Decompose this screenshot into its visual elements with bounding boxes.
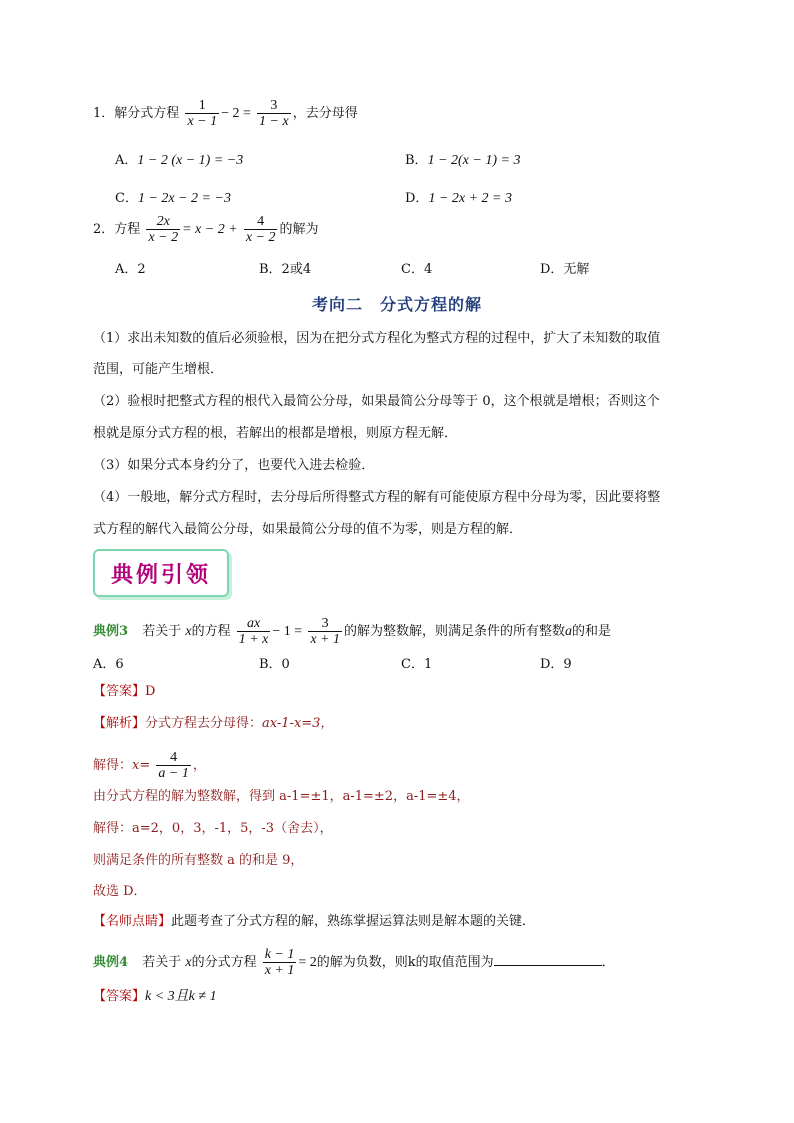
question-prefix: 解分式方程 <box>114 106 180 121</box>
variable: x <box>185 624 192 639</box>
numerator: 3 <box>270 98 278 113</box>
question-number: 2． <box>93 222 115 237</box>
denominator: x − 2 <box>148 230 179 245</box>
analysis-expr: ax-1-x=3， <box>262 716 334 731</box>
example-badge <box>93 549 229 597</box>
fraction <box>185 98 219 129</box>
note-line: （2）验根时把整式方程的根代入最简公分母，如果最简公分母等于 0，这个根就是增根；否则这个 <box>93 394 660 409</box>
punctuation: ． <box>601 955 615 970</box>
option-a[interactable] <box>115 149 243 169</box>
comment-text: 此题考查了分式方程的解，熟练掌握运算法则是解本题的关键． <box>171 914 536 929</box>
example-4-question <box>93 947 615 978</box>
denominator: 1 − x <box>259 114 289 129</box>
analysis-text: 分式方程去分母得： <box>145 716 263 731</box>
solve-var: x= <box>132 758 151 773</box>
question-number: 1． <box>93 106 115 121</box>
denominator: x + 1 <box>310 632 340 647</box>
analysis-line: 故选 D． <box>93 884 147 899</box>
section-heading: 考向二 分式方程的解 <box>311 295 482 314</box>
option-expr: 1 − 2x − 2 = −3 <box>137 191 231 206</box>
denominator: x − 1 <box>187 114 218 129</box>
note-line: 根就是原分式方程的根，若解出的根都是增根，则原方程无解． <box>93 426 458 441</box>
option-b[interactable]: B．0 <box>259 657 290 672</box>
question-prefix: 若关于 <box>142 624 182 639</box>
option-label: B． <box>405 153 428 168</box>
note-line: （3）如果分式本身约分了，也要代入进去检验． <box>93 458 375 473</box>
note-line: 式方程的解代入最简公分母，如果最简公分母的值不为零，则是方程的解． <box>93 522 523 537</box>
option-label: A． <box>115 153 138 168</box>
equation-mid: = x − 2 + <box>182 222 238 237</box>
fraction <box>257 98 291 129</box>
comment-line <box>93 913 535 931</box>
option-label: C． <box>115 191 138 206</box>
answer-line <box>93 988 217 1006</box>
question-2 <box>93 214 319 245</box>
option-d[interactable] <box>405 187 512 207</box>
option-expr: 1 − 2 (x − 1) = −3 <box>137 153 244 168</box>
solve-line <box>93 750 206 781</box>
answer-tag: 【答案】 <box>93 989 146 1004</box>
question-text: 的方程 <box>191 624 231 639</box>
example-tag: 典例4 <box>93 955 129 970</box>
question-prefix: 方程 <box>114 222 141 237</box>
punctuation: ， <box>192 758 206 773</box>
question-suffix: 的解为 <box>279 222 319 237</box>
question-text: 的解为整数解，则满足条件的所有整数 <box>344 624 566 639</box>
fraction <box>308 616 342 647</box>
analysis-label: 解得： <box>93 821 133 836</box>
fraction <box>244 214 278 245</box>
analysis-tag: 【解析】 <box>93 716 146 731</box>
fraction <box>237 616 271 647</box>
analysis-line: 由分式方程的解为整数解，得到 a-1=±1，a-1=±2，a-1=±4， <box>93 789 470 804</box>
note-line: （1）求出未知数的值后必须验根，因为在把分式方程化为整式方程的过程中，扩大了未知数的取值 <box>93 331 661 346</box>
equation-mid: − 1 = <box>272 624 303 639</box>
numerator: 4 <box>257 214 265 229</box>
option-a[interactable]: A．2 <box>115 262 146 277</box>
numerator: 1 <box>198 98 206 113</box>
answer-tag: 【答案】 <box>93 684 146 699</box>
numerator: k − 1 <box>264 947 295 962</box>
answer-line <box>93 683 155 701</box>
numerator: 3 <box>321 616 329 631</box>
note-line: 范围，可能产生增根． <box>93 362 224 377</box>
option-expr: 1 − 2x + 2 = 3 <box>428 191 512 206</box>
question-text: 的解为负数，则k的取值范围为 <box>316 955 494 970</box>
denominator: x + 1 <box>264 963 295 978</box>
example-tag: 典例3 <box>93 624 129 639</box>
note-line: （4）一般地，解分式方程时，去分母后所得整式方程的解有可能使原方程中分母为零，因此要将整 <box>93 490 661 505</box>
denominator: x − 2 <box>245 230 276 245</box>
analysis-line: 则满足条件的所有整数 a 的和是 9， <box>93 853 304 868</box>
analysis-line <box>93 820 333 838</box>
question-text: 的分式方程 <box>191 955 257 970</box>
variable: a <box>565 624 573 639</box>
numerator: 2x <box>156 214 170 229</box>
equation-mid: − 2 = <box>221 106 251 121</box>
analysis-line <box>93 715 333 733</box>
analysis-text: a=2，0，3，-1，5，-3（舍去）， <box>132 821 333 836</box>
badge-label: 典例引领 <box>110 561 211 588</box>
option-d[interactable]: D．9 <box>540 657 572 672</box>
denominator: a − 1 <box>158 766 189 781</box>
comment-tag: 【名师点睛】 <box>93 914 172 929</box>
variable: x <box>185 955 192 970</box>
option-c[interactable]: C．4 <box>401 262 433 277</box>
equation-mid: = 2 <box>298 955 317 970</box>
question-text: 的和是 <box>572 624 612 639</box>
question-prefix: 若关于 <box>142 955 182 970</box>
example-3-question <box>93 616 611 647</box>
numerator: ax <box>246 616 261 631</box>
option-b[interactable] <box>405 149 520 169</box>
solve-label: 解得： <box>93 758 133 773</box>
question-suffix: ，去分母得 <box>292 106 358 121</box>
option-a[interactable]: A．6 <box>93 657 124 672</box>
answer-blank[interactable] <box>494 951 602 966</box>
option-b[interactable]: B．2或4 <box>259 262 312 277</box>
fraction <box>156 750 190 781</box>
fraction <box>263 947 297 978</box>
question-1 <box>93 98 358 129</box>
option-c[interactable]: C．1 <box>401 657 433 672</box>
numerator: 4 <box>170 750 178 765</box>
fraction <box>146 214 180 245</box>
option-expr: 1 − 2(x − 1) = 3 <box>427 153 521 168</box>
denominator: 1 + x <box>238 632 269 647</box>
answer-value: D <box>145 684 156 699</box>
answer-value: k < 3且k ≠ 1 <box>145 989 217 1004</box>
option-label: D． <box>405 191 429 206</box>
option-d[interactable]: D．无解 <box>540 262 590 277</box>
option-c[interactable] <box>115 187 231 207</box>
